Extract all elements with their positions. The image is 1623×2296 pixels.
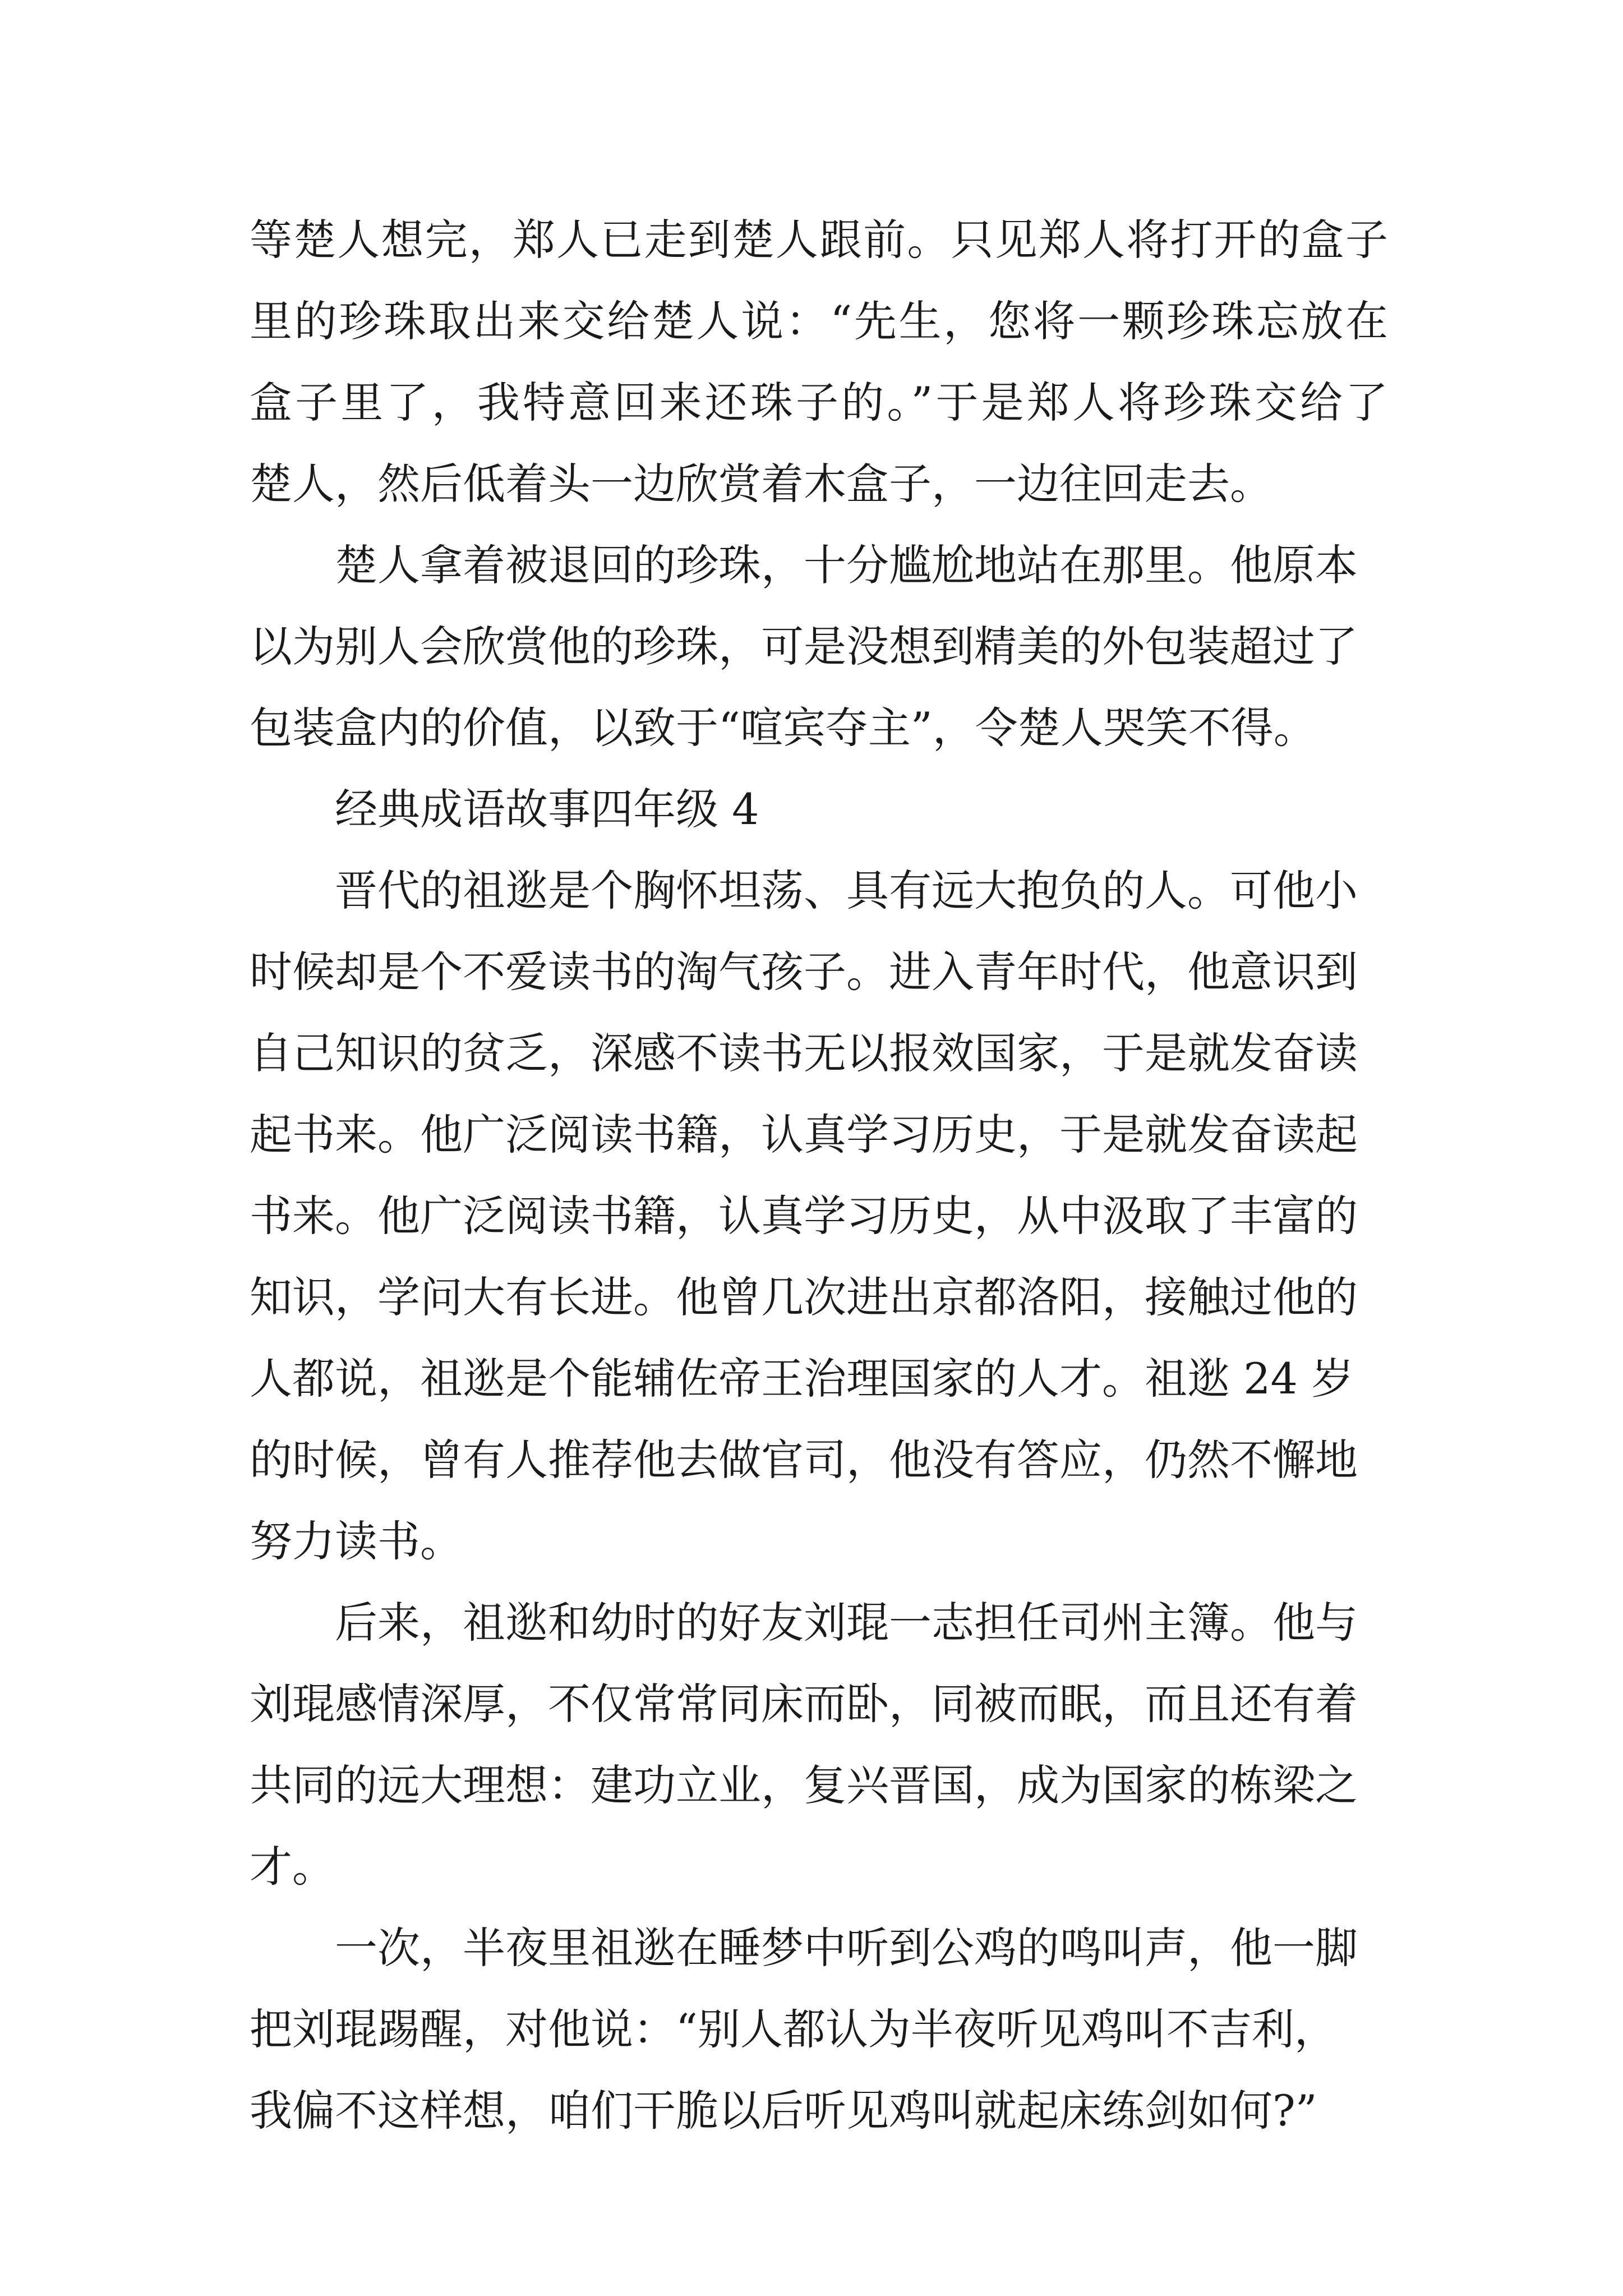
- text-line: 里的珍珠取出来交给楚人说：“先生，您将一颗珍珠忘放在: [250, 296, 1388, 346]
- paragraph-first-line: 后来，祖逖和幼时的好友刘琨一志担任司州主簿。他与: [335, 1598, 1358, 1648]
- text-line: 的时候，曾有人推荐他去做官司，他没有答应，仍然不懈地: [250, 1435, 1358, 1485]
- paragraph-first-line: 一次，半夜里祖逖在睡梦中听到公鸡的鸣叫声，他一脚: [335, 1923, 1358, 1973]
- section-heading: 经典成语故事四年级 4: [335, 784, 759, 834]
- text-line: 刘琨感情深厚，不仅常常同床而卧，同被而眠，而且还有着: [250, 1679, 1358, 1729]
- text-line: 知识，学问大有长进。他曾几次进出京都洛阳，接触过他的: [250, 1272, 1358, 1322]
- text-line: 我偏不这样想，咱们干脆以后听见鸡叫就起床练剑如何?”: [250, 2086, 1317, 2136]
- document-body: [250, 199, 1388, 2151]
- text-line: 共同的远大理想：建功立业，复兴晋国，成为国家的栋梁之: [250, 1760, 1358, 1810]
- text-line: 以为别人会欣赏他的珍珠，可是没想到精美的外包装超过了: [250, 622, 1358, 671]
- text-line: 把刘琨踢醒，对他说：“别人都认为半夜听见鸡叫不吉利，: [250, 2004, 1337, 2054]
- text-line: 书来。他广泛阅读书籍，认真学习历史，从中汲取了丰富的: [250, 1191, 1358, 1241]
- paragraph-first-line: 楚人拿着被退回的珍珠，十分尴尬地站在那里。他原本: [335, 540, 1358, 590]
- text-line: 等楚人想完，郑人已走到楚人跟前。只见郑人将打开的盒子: [250, 215, 1388, 265]
- text-line: 努力读书。: [250, 1516, 463, 1566]
- text-line: 楚人，然后低着头一边欣赏着木盒子，一边往回走去。: [250, 459, 1272, 509]
- text-line: 盒子里了，我特意回来还珠子的。”于是郑人将珍珠交给了: [250, 378, 1388, 427]
- text-line: 自己知识的贫乏，深感不读书无以报效国家，于是就发奋读: [250, 1028, 1358, 1078]
- text-line: 起书来。他广泛阅读书籍，认真学习历史，于是就发奋读起: [250, 1110, 1358, 1159]
- text-line: 时候却是个不爱读书的淘气孩子。进入青年时代，他意识到: [250, 947, 1358, 997]
- text-line: 包装盒内的价值，以致于“喧宾夺主”，令楚人哭笑不得。: [250, 703, 1316, 753]
- paragraph-first-line: 晋代的祖逖是个胸怀坦荡、具有远大抱负的人。可他小: [335, 866, 1358, 915]
- text-line: 人都说，祖逖是个能辅佐帝王治理国家的人才。祖逖 24 岁: [250, 1354, 1354, 1404]
- text-line: 才。: [250, 1842, 335, 1892]
